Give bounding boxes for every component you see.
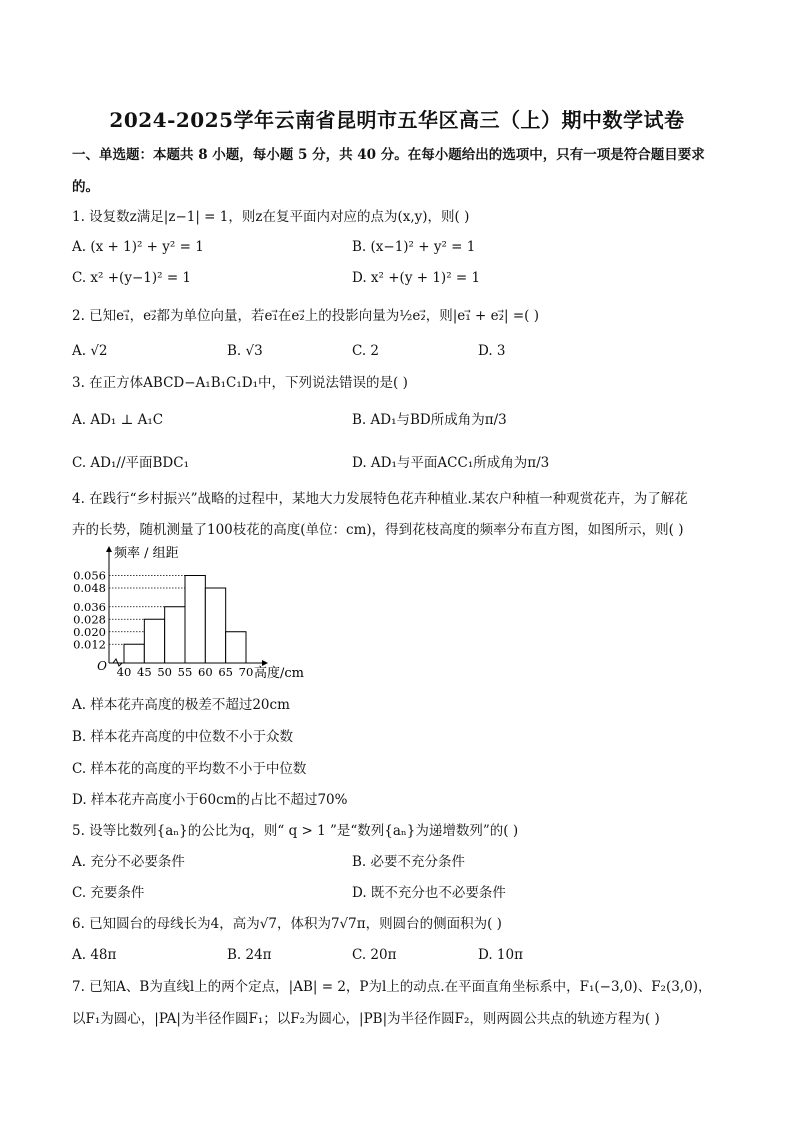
y-axis-label: 频率 / 组距 — [114, 546, 179, 561]
question-6-option-a: A. 48π — [72, 947, 117, 963]
question-3-stem: 3. 在正方体ABCD−A₁B₁C₁D₁中，下列说法错误的是( ) — [72, 375, 408, 391]
x-axis-label: 高度/cm — [254, 666, 304, 681]
frequency-histogram — [73, 545, 324, 685]
question-5-stem: 5. 设等比数列{aₙ}的公比为q，则“ q > 1 ”是“数列{aₙ}为递增数列”的( ) — [72, 823, 519, 839]
question-6-stem: 6. 已知圆台的母线长为4，高为√7，体积为7√7π，则圆台的侧面积为( ) — [72, 916, 502, 932]
x-tick-label-60: 60 — [198, 665, 213, 679]
question-5-option-a: A. 充分不必要条件 — [72, 854, 185, 870]
question-4-option-c: C. 样本花的高度的平均数不小于中位数 — [72, 761, 307, 777]
x-tick-label-70: 70 — [238, 665, 254, 679]
question-3-option-a: A. AD₁ ⊥ A₁C — [72, 412, 164, 428]
question-1-option-a: A. (x + 1)² + y² = 1 — [72, 239, 204, 255]
question-3-option-d: D. AD₁与平面ACC₁所成角为π/3 — [352, 455, 550, 471]
question-1-option-c: C. x² +(y−1)² = 1 — [72, 270, 192, 286]
bar-45-50 — [144, 619, 164, 663]
x-tick-label-55: 55 — [177, 665, 193, 679]
question-4-option-d: D. 样本花卉高度小于60cm的占比不超过70% — [72, 792, 348, 808]
y-tick-label-4: 0.020 — [73, 624, 106, 639]
y-tick-label-1: 0.048 — [73, 581, 106, 595]
bar-65-70 — [226, 632, 246, 663]
question-7-stem-line2: 以F₁为圆心，|PA|为半径作圆F₁；以F₂为圆心，|PB|为半径作圆F₂，则两圆公共点的轨迹方程为( ) — [72, 1011, 660, 1027]
question-3-option-c: C. AD₁//平面BDC₁ — [72, 455, 189, 471]
x-tick-label-45: 45 — [137, 665, 152, 679]
question-2-option-c: C. 2 — [352, 343, 380, 359]
question-1-option-d: D. x² +(y + 1)² = 1 — [352, 270, 481, 286]
x-tick-label-65: 65 — [218, 665, 233, 679]
bar-50-55 — [165, 607, 185, 663]
question-1-stem: 1. 设复数z满足|z−1| = 1，则z在复平面内对应的点为(x,y)，则( ) — [72, 209, 470, 225]
question-6-option-d: D. 10π — [478, 947, 523, 963]
question-7-stem-line1: 7. 已知A、B为直线l上的两个定点，|AB| = 2，P为l上的动点.在平面直角坐标系中，F₁(−3,0)、F₂(3,0)， — [72, 979, 712, 995]
question-6-option-b: B. 24π — [227, 947, 272, 963]
question-3-option-b: B. AD₁与BD所成角为π/3 — [352, 412, 507, 428]
question-6-option-c: C. 20π — [352, 947, 397, 963]
bar-40-45 — [124, 644, 144, 663]
y-axis-arrow — [106, 546, 112, 552]
x-tick-label-40: 40 — [116, 665, 132, 679]
question-5-option-b: B. 必要不充分条件 — [352, 854, 466, 870]
section-heading-line1: 一、单选题：本题共 8 小题，每小题 5 分，共 40 分。在每小题给出的选项中，只有一项是符合题目要求 — [72, 147, 705, 163]
section-heading-line2: 的。 — [72, 179, 99, 195]
bar-55-60 — [185, 576, 205, 664]
y-tick-label-5: 0.012 — [73, 637, 106, 652]
bar-60-65 — [205, 588, 225, 663]
question-4-stem-line1: 4. 在践行“乡村振兴”战略的过程中，某地大力发展特色花卉种植业.某农户种植一种观赏花卉，为了解花 — [72, 491, 688, 507]
origin-label: O — [97, 659, 107, 673]
page-title: 2024-2025学年云南省昆明市五华区高三（上）期中数学试卷 — [109, 108, 685, 132]
question-2-stem: 2. 已知e₁⃗，e₂⃗都为单位向量，若e₁⃗在e₂⃗上的投影向量为½e₂⃗，则|e₁⃗ + e₂⃗| =( ) — [72, 308, 539, 324]
question-5-option-d: D. 既不充分也不必要条件 — [352, 885, 506, 901]
question-4-option-a: A. 样本花卉高度的极差不超过20cm — [72, 697, 290, 713]
y-tick-label-3: 0.028 — [73, 612, 106, 627]
x-tick-label-50: 50 — [157, 665, 172, 679]
question-5-option-c: C. 充要条件 — [72, 885, 145, 901]
y-tick-label-0: 0.056 — [73, 568, 106, 583]
question-1-option-b: B. (x−1)² + y² = 1 — [352, 239, 476, 255]
question-2-option-b: B. √3 — [227, 343, 263, 359]
question-4-option-b: B. 样本花卉高度的中位数不小于众数 — [72, 729, 294, 745]
question-4-stem-line2: 卉的长势，随机测量了100枝花的高度(单位：cm)，得到花枝高度的频率分布直方图，如图所示，则( ) — [72, 522, 684, 538]
question-2-option-d: D. 3 — [478, 343, 506, 359]
question-2-option-a: A. √2 — [72, 343, 108, 359]
y-tick-label-2: 0.036 — [73, 599, 106, 614]
